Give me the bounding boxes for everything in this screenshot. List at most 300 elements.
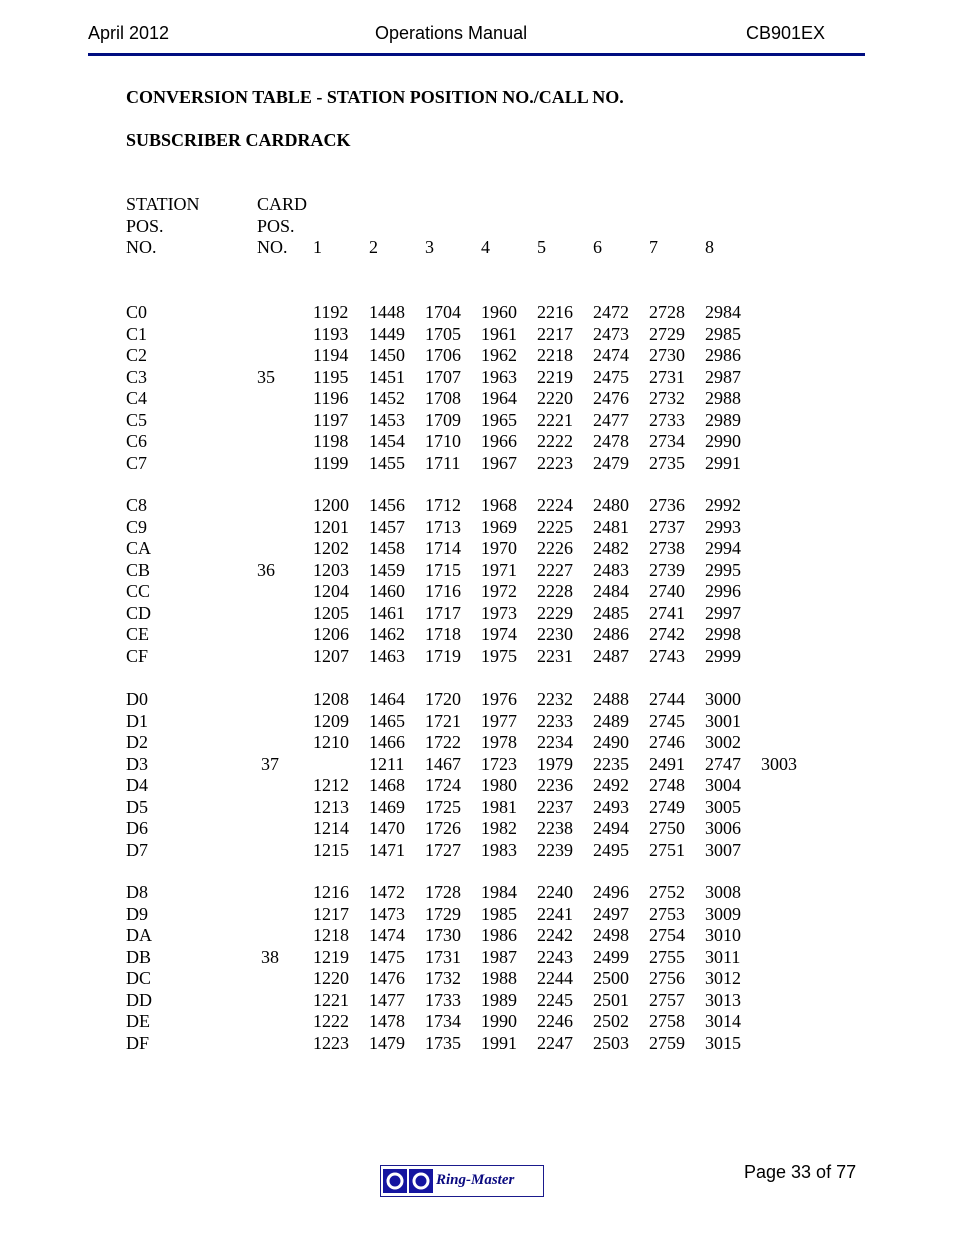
call-number: 1723 — [481, 753, 517, 774]
call-number: 1727 — [425, 839, 461, 860]
call-number: 1728 — [425, 882, 461, 902]
call-number: 1715 — [425, 559, 461, 580]
call-number: 1720 — [425, 689, 461, 709]
call-number: 1962 — [481, 345, 517, 365]
call-number: 1704 — [425, 302, 461, 322]
call-number: 3007 — [705, 839, 741, 860]
call-number: 2478 — [593, 431, 629, 451]
call-number: 2483 — [593, 559, 629, 580]
call-number: 1198 — [313, 431, 349, 451]
station-position: C9 — [126, 516, 148, 537]
call-number: 2996 — [705, 581, 741, 601]
call-number: 1196 — [313, 388, 349, 408]
station-position: D0 — [126, 689, 148, 709]
call-number: 2476 — [593, 388, 629, 408]
call-number: 1975 — [481, 645, 517, 666]
call-number: 2733 — [649, 409, 685, 430]
call-number: 1194 — [313, 345, 349, 365]
call-number: 1468 — [369, 775, 405, 795]
call-number: 2232 — [537, 689, 573, 709]
header-rule — [88, 53, 865, 56]
call-number: 2472 — [593, 302, 629, 322]
station-position: DF — [126, 1032, 150, 1053]
call-number: 2475 — [593, 366, 629, 387]
call-number: 2474 — [593, 345, 629, 365]
call-number: 1717 — [425, 602, 461, 623]
logo-text: Ring-Master — [436, 1172, 515, 1188]
call-number: 1714 — [425, 538, 461, 558]
header-title: Operations Manual — [375, 23, 528, 43]
call-number: 1966 — [481, 431, 517, 451]
column-header: 2 — [369, 237, 378, 257]
call-number: 2744 — [649, 689, 685, 709]
station-position: DB — [126, 946, 152, 967]
station-position: C0 — [126, 302, 148, 322]
call-number: 1734 — [425, 1011, 461, 1031]
call-number: 3006 — [705, 818, 741, 838]
call-number: 1965 — [481, 409, 517, 430]
call-number: 1983 — [481, 839, 517, 860]
call-number: 2493 — [593, 796, 629, 817]
column-header: 6 — [593, 237, 602, 257]
station-position: DA — [126, 925, 152, 945]
call-number: 1209 — [313, 710, 349, 731]
call-number: 2728 — [649, 302, 685, 322]
station-position: DD — [126, 989, 152, 1010]
call-number: 2730 — [649, 345, 685, 365]
call-number: 1986 — [481, 925, 517, 945]
call-number: 3001 — [705, 710, 741, 731]
call-number: 2230 — [537, 624, 573, 644]
station-position: D7 — [126, 839, 148, 860]
call-number: 1964 — [481, 388, 517, 408]
station-position: D3 — [126, 753, 148, 774]
call-number: 1988 — [481, 968, 517, 988]
call-number: 2490 — [593, 732, 629, 752]
station-position: C6 — [126, 431, 148, 451]
logo-mark-icon — [383, 1169, 433, 1193]
call-number: 2751 — [649, 839, 685, 860]
call-number: 1977 — [481, 710, 517, 731]
call-number: 1987 — [481, 946, 517, 967]
call-number: 2998 — [705, 624, 741, 644]
call-number: 2485 — [593, 602, 629, 623]
call-number: 2752 — [649, 882, 685, 902]
call-number: 2739 — [649, 559, 685, 580]
call-number: 2497 — [593, 903, 629, 924]
call-number: 1206 — [313, 624, 349, 644]
call-number: 1218 — [313, 925, 349, 945]
call-number: 2731 — [649, 366, 685, 387]
call-number: 2229 — [537, 602, 573, 623]
call-number: 1203 — [313, 559, 349, 580]
call-number: 1726 — [425, 818, 461, 838]
call-number: 1718 — [425, 624, 461, 644]
call-number: 2238 — [537, 818, 573, 838]
call-number: 2756 — [649, 968, 685, 988]
call-number: 1449 — [369, 323, 405, 344]
call-number: 2244 — [537, 968, 573, 988]
call-number: 2991 — [705, 452, 741, 473]
station-position: D2 — [126, 732, 148, 752]
column-header: 8 — [705, 237, 714, 257]
call-number: 3014 — [705, 1011, 741, 1031]
call-number: 1217 — [313, 903, 349, 924]
card-header: POS. — [257, 215, 295, 236]
call-number: 2484 — [593, 581, 629, 601]
call-number: 2492 — [593, 775, 629, 795]
call-number: 1220 — [313, 968, 349, 988]
card-position: 35 — [257, 366, 275, 387]
call-number: 3005 — [705, 796, 741, 817]
header-date: April 2012 — [88, 23, 170, 43]
call-number: 1980 — [481, 775, 517, 795]
call-number: 2755 — [649, 946, 685, 967]
call-number: 2488 — [593, 689, 629, 709]
call-number: 2234 — [537, 732, 573, 752]
call-number: 2240 — [537, 882, 573, 902]
call-number: 1204 — [313, 581, 349, 601]
call-number: 2995 — [705, 559, 741, 580]
call-number: 1972 — [481, 581, 517, 601]
column-header: 4 — [481, 237, 490, 257]
call-number: 2986 — [705, 345, 741, 365]
card-header: NO. — [257, 237, 288, 257]
call-number: 1711 — [425, 452, 461, 473]
call-number: 1990 — [481, 1011, 517, 1031]
station-header: NO. — [126, 237, 157, 257]
station-position: CC — [126, 581, 151, 601]
call-number: 1989 — [481, 989, 517, 1010]
call-number: 2243 — [537, 946, 573, 967]
ring-master-logo — [380, 1165, 544, 1197]
call-number: 1456 — [369, 495, 405, 515]
call-number: 1461 — [369, 602, 405, 623]
column-header: 3 — [425, 237, 434, 257]
call-number: 2758 — [649, 1011, 685, 1031]
call-number: 3008 — [705, 882, 741, 902]
station-position: CF — [126, 645, 149, 666]
call-number: 2241 — [537, 903, 573, 924]
station-position: D8 — [126, 882, 148, 902]
call-number: 1968 — [481, 495, 517, 515]
call-number: 2749 — [649, 796, 685, 817]
call-number: 1731 — [425, 946, 461, 967]
call-number: 1472 — [369, 882, 405, 902]
call-number: 1981 — [481, 796, 517, 817]
call-number: 2228 — [537, 581, 573, 601]
station-position: C1 — [126, 323, 148, 344]
call-number: 1450 — [369, 345, 405, 365]
call-number: 2486 — [593, 624, 629, 644]
call-number: 2219 — [537, 366, 573, 387]
call-number: 1473 — [369, 903, 405, 924]
call-number: 2489 — [593, 710, 629, 731]
call-number: 1458 — [369, 538, 405, 558]
call-number: 1459 — [369, 559, 405, 580]
station-position: C4 — [126, 388, 148, 408]
call-number: 2222 — [537, 431, 573, 451]
call-number: 1729 — [425, 903, 461, 924]
call-number: 1448 — [369, 302, 405, 322]
call-number: 1724 — [425, 775, 461, 795]
call-number: 1705 — [425, 323, 461, 344]
call-number: 1471 — [369, 839, 405, 860]
call-number: 2743 — [649, 645, 685, 666]
call-number: 2997 — [705, 602, 741, 623]
call-number: 1210 — [313, 732, 349, 752]
call-number: 1202 — [313, 538, 349, 558]
call-number: 2220 — [537, 388, 573, 408]
call-number: 1205 — [313, 602, 349, 623]
call-number: 2754 — [649, 925, 685, 945]
call-number: 2741 — [649, 602, 685, 623]
call-number: 2226 — [537, 538, 573, 558]
station-position: D9 — [126, 903, 148, 924]
call-number: 2757 — [649, 989, 685, 1010]
call-number: 1214 — [313, 818, 349, 838]
call-number: 2747 — [705, 753, 741, 774]
station-position: CE — [126, 624, 150, 644]
call-number: 2999 — [705, 645, 741, 666]
call-number: 1721 — [425, 710, 461, 731]
call-number: 3012 — [705, 968, 741, 988]
call-number: 1201 — [313, 516, 349, 537]
call-number: 1464 — [369, 689, 405, 709]
page-number: Page 33 of 77 — [744, 1162, 857, 1182]
call-number: 1476 — [369, 968, 405, 988]
call-number: 1463 — [369, 645, 405, 666]
call-number: 1991 — [481, 1032, 517, 1053]
call-number: 2736 — [649, 495, 685, 515]
call-number: 2734 — [649, 431, 685, 451]
call-number: 2245 — [537, 989, 573, 1010]
station-header: POS. — [126, 215, 164, 236]
call-number: 2746 — [649, 732, 685, 752]
section-title: CONVERSION TABLE - STATION POSITION NO./CALL NO. — [126, 87, 624, 107]
call-number: 1982 — [481, 818, 517, 838]
call-number: 2729 — [649, 323, 685, 344]
call-number: 1452 — [369, 388, 405, 408]
card-position: 36 — [257, 559, 275, 580]
call-number: 1474 — [369, 925, 405, 945]
call-number: 1716 — [425, 581, 461, 601]
call-number: 2235 — [593, 753, 629, 774]
call-number: 2224 — [537, 495, 573, 515]
call-number: 1460 — [369, 581, 405, 601]
call-number: 2236 — [537, 775, 573, 795]
call-number: 2738 — [649, 538, 685, 558]
call-number: 1213 — [313, 796, 349, 817]
call-number: 1712 — [425, 495, 461, 515]
call-number: 1971 — [481, 559, 517, 580]
call-number: 1713 — [425, 516, 461, 537]
call-number: 2759 — [649, 1032, 685, 1053]
call-number: 3002 — [705, 732, 741, 752]
call-number: 1960 — [481, 302, 517, 322]
call-number: 2221 — [537, 409, 573, 430]
call-number: 2499 — [593, 946, 629, 967]
call-number: 1212 — [313, 775, 349, 795]
call-number: 1453 — [369, 409, 405, 430]
call-number: 1223 — [313, 1032, 349, 1053]
call-number: 1215 — [313, 839, 349, 860]
call-number: 2217 — [537, 323, 573, 344]
card-position: 38 — [261, 946, 279, 967]
station-position: CD — [126, 602, 152, 623]
station-position: CB — [126, 559, 151, 580]
call-number: 1475 — [369, 946, 405, 967]
call-number: 1221 — [313, 989, 349, 1010]
call-number: 1451 — [369, 366, 405, 387]
call-number: 2502 — [593, 1011, 629, 1031]
call-number: 1195 — [313, 366, 349, 387]
call-number: 1969 — [481, 516, 517, 537]
call-number: 2481 — [593, 516, 629, 537]
call-number: 2989 — [705, 409, 741, 430]
call-number: 1978 — [481, 732, 517, 752]
station-position: C3 — [126, 366, 148, 387]
call-number: 2745 — [649, 710, 685, 731]
station-position: C8 — [126, 495, 148, 515]
call-number: 1457 — [369, 516, 405, 537]
call-number: 2246 — [537, 1011, 573, 1031]
call-number: 1470 — [369, 818, 405, 838]
call-number: 1961 — [481, 323, 517, 344]
call-number: 1462 — [369, 624, 405, 644]
call-number: 1469 — [369, 796, 405, 817]
station-position: C5 — [126, 409, 148, 430]
call-number: 1970 — [481, 538, 517, 558]
call-number: 3000 — [705, 689, 741, 709]
call-number: 2480 — [593, 495, 629, 515]
call-number: 1732 — [425, 968, 461, 988]
call-number: 1208 — [313, 689, 349, 709]
call-number: 2750 — [649, 818, 685, 838]
station-header: STATION — [126, 194, 200, 214]
call-number: 1207 — [313, 645, 349, 666]
call-number: 1211 — [369, 753, 405, 774]
call-number: 2225 — [537, 516, 573, 537]
call-number: 1193 — [313, 323, 349, 344]
call-number: 2993 — [705, 516, 741, 537]
call-number: 1478 — [369, 1011, 405, 1031]
call-number: 1973 — [481, 602, 517, 623]
card-header: CARD — [257, 194, 308, 214]
call-number: 1733 — [425, 989, 461, 1010]
call-number: 1455 — [369, 452, 405, 473]
call-number: 1730 — [425, 925, 461, 945]
call-number: 2482 — [593, 538, 629, 558]
call-number: 2473 — [593, 323, 629, 344]
call-number: 1466 — [369, 732, 405, 752]
call-number: 2732 — [649, 388, 685, 408]
call-number: 2498 — [593, 925, 629, 945]
call-number: 1984 — [481, 882, 517, 902]
call-number: 1735 — [425, 1032, 461, 1053]
call-number: 2495 — [593, 839, 629, 860]
call-number: 1967 — [481, 452, 517, 473]
call-number: 2242 — [537, 925, 573, 945]
call-number: 2494 — [593, 818, 629, 838]
call-number: 2987 — [705, 366, 741, 387]
call-number: 2487 — [593, 645, 629, 666]
call-number: 1985 — [481, 903, 517, 924]
call-number: 2985 — [705, 323, 741, 344]
call-number: 2737 — [649, 516, 685, 537]
call-number: 1467 — [425, 753, 461, 774]
call-number: 2239 — [537, 839, 573, 860]
call-number: 3011 — [705, 946, 741, 967]
station-position: D6 — [126, 818, 148, 838]
call-number: 1219 — [313, 946, 349, 967]
call-number: 2227 — [537, 559, 573, 580]
call-number: 3013 — [705, 989, 741, 1010]
call-number: 2247 — [537, 1032, 573, 1053]
call-number: 1197 — [313, 409, 349, 430]
call-number: 1976 — [481, 689, 517, 709]
column-header: 1 — [313, 237, 322, 257]
call-number: 1719 — [425, 645, 461, 666]
call-number: 2223 — [537, 452, 573, 473]
call-number: 1710 — [425, 431, 461, 451]
call-number: 3003 — [761, 753, 797, 774]
call-number: 1706 — [425, 345, 461, 365]
call-number: 2503 — [593, 1032, 629, 1053]
station-position: D5 — [126, 796, 148, 817]
station-position: D1 — [126, 710, 148, 731]
call-number: 2233 — [537, 710, 573, 731]
call-number: 1709 — [425, 409, 461, 430]
card-position: 37 — [261, 753, 279, 774]
call-number: 2990 — [705, 431, 741, 451]
call-number: 2479 — [593, 452, 629, 473]
call-number: 2988 — [705, 388, 741, 408]
column-header: 7 — [649, 237, 658, 257]
call-number: 2992 — [705, 495, 741, 515]
station-position: C2 — [126, 345, 148, 365]
call-number: 3010 — [705, 925, 741, 945]
call-number: 1974 — [481, 624, 517, 644]
call-number: 2500 — [593, 968, 629, 988]
station-position: D4 — [126, 775, 148, 795]
call-number: 2237 — [537, 796, 573, 817]
call-number: 1222 — [313, 1011, 349, 1031]
call-number: 2742 — [649, 624, 685, 644]
call-number: 1725 — [425, 796, 461, 817]
call-number: 1216 — [313, 882, 349, 902]
header-model: CB901EX — [746, 23, 826, 43]
call-number: 2218 — [537, 345, 573, 365]
call-number: 2501 — [593, 989, 629, 1010]
call-number: 2477 — [593, 409, 629, 430]
section-subtitle: SUBSCRIBER CARDRACK — [126, 130, 351, 150]
call-number: 1465 — [369, 710, 405, 731]
call-number: 1199 — [313, 452, 349, 473]
call-number: 2496 — [593, 882, 629, 902]
call-number: 2748 — [649, 775, 685, 795]
call-number: 2740 — [649, 581, 685, 601]
call-number: 1707 — [425, 366, 461, 387]
call-number: 1192 — [313, 302, 349, 322]
call-number: 3009 — [705, 903, 741, 924]
station-position: DC — [126, 968, 152, 988]
call-number: 1477 — [369, 989, 405, 1010]
call-number: 1200 — [313, 495, 349, 515]
station-position: C7 — [126, 452, 148, 473]
call-number: 1479 — [369, 1032, 405, 1053]
call-number: 1979 — [537, 753, 573, 774]
